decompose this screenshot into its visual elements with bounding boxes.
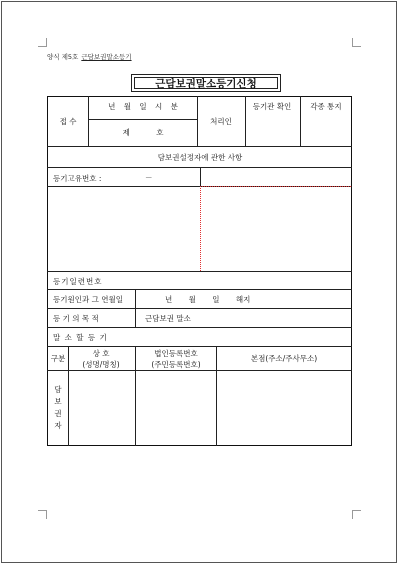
party-row-label-4: 자 <box>54 421 62 430</box>
vline-name <box>135 346 136 446</box>
section-header: 담보권설정자에 관한 사항 <box>157 153 243 162</box>
vline-processor <box>245 96 246 146</box>
name-header-line1: 상 호 <box>92 349 110 358</box>
crop-mark-top-right <box>352 38 361 47</box>
form-title-box <box>131 74 281 92</box>
cause-label: 등기원인과 그 연월일 <box>53 295 123 304</box>
vline-registry-number <box>200 167 201 186</box>
form-title: 근담보권말소등기신청 <box>134 77 278 89</box>
purpose-value: 근담보권 말소 <box>145 314 191 323</box>
vline-registry-check <box>300 96 301 146</box>
vline-cause-label <box>135 289 136 327</box>
divider-registration-order <box>47 289 352 290</box>
crop-mark-top-left <box>38 38 47 47</box>
form-number-prefix: 양식 제5호 <box>47 53 79 61</box>
red-dotted-guide-vertical <box>200 186 201 271</box>
regno-header-line1: 법인등록번호 <box>154 349 198 358</box>
reception-number-field: 제 호 <box>122 128 164 137</box>
divider-cause <box>47 308 352 309</box>
purpose-label: 등 기 의 목 적 <box>53 314 99 323</box>
form-number-label <box>47 52 132 61</box>
divider-blank-area <box>47 271 352 272</box>
processor-label: 처리인 <box>210 117 232 126</box>
crop-mark-bottom-left <box>38 510 47 519</box>
divider-party-header <box>47 370 352 371</box>
party-row-label-2: 보 <box>54 397 62 406</box>
divider-purpose <box>47 327 352 328</box>
cancel-target-label: 말 소 할 등 기 <box>53 333 108 342</box>
registry-number-label: 등기고유번호 : <box>53 174 102 183</box>
vline-reception-label <box>88 96 89 146</box>
name-header-line2: (성명/명칭) <box>82 360 120 369</box>
crop-mark-bottom-right <box>352 510 361 519</box>
reception-date-field: 년 월 일 시 분 <box>108 102 178 111</box>
vline-date <box>197 96 198 146</box>
vline-division <box>68 346 69 446</box>
notice-label: 각종 통지 <box>310 102 342 111</box>
division-header: 구분 <box>50 354 66 363</box>
divider-cancel-target <box>47 346 352 347</box>
registry-check-label: 등기관 확인 <box>252 102 292 111</box>
address-header: 본점(주소/주사무소) <box>250 354 318 363</box>
registration-order-label: 등기일련번호 <box>53 277 103 286</box>
form-number-name: 근담보권말소등기 <box>81 53 132 61</box>
regno-header-line2: (주민등록번호) <box>151 360 201 369</box>
party-row-label-3: 권 <box>54 409 62 418</box>
red-dotted-guide-horizontal <box>200 186 351 187</box>
registry-number-dash: － <box>145 173 153 182</box>
reception-label: 접 수 <box>59 117 77 126</box>
divider-reception-bottom <box>47 146 352 147</box>
cause-value: 년 월 일 해지 <box>165 295 251 304</box>
party-row-label-1: 담 <box>54 385 62 394</box>
vline-regno <box>216 346 217 446</box>
divider-reception-mid <box>88 119 197 120</box>
